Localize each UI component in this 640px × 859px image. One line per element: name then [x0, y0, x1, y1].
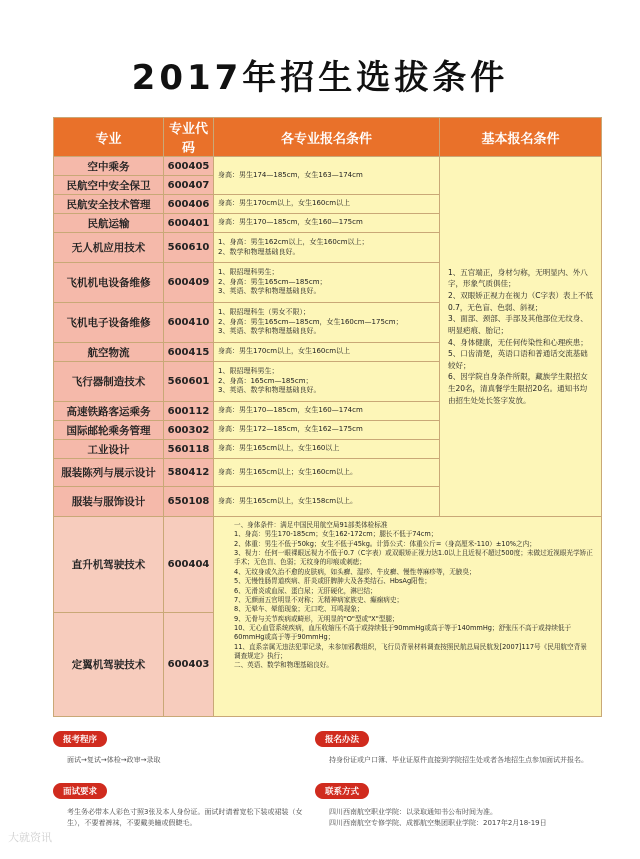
major-code: 600403: [164, 613, 214, 717]
major-name: 民航安全技术管理: [54, 195, 164, 214]
process-section: [53, 727, 313, 766]
requirement-line: 1、限招理科生（男女不限）；: [218, 308, 310, 317]
pilot-requirement-line: 11、直系亲属无违法犯罪记录，未参加邪教组织，飞行员背景材料调查按照民航总局民航发[2007]117号《民用航空背景调查规定》执行；: [234, 642, 587, 661]
interview-title: 面试要求: [53, 783, 107, 799]
major-name: 飞机电子设备维修: [54, 303, 164, 343]
pilot-requirement-line: 二、英语、数学和物理基础良好。: [234, 661, 333, 670]
major-code: 560610: [164, 233, 214, 263]
requirement-cell: [214, 362, 440, 402]
interview-text: 考生务必带本人彩色寸照3张及本人身份证。面试时请着宽松下装或裙装（女生），不要着裤袜，不要戴美瞳或假睫毛。: [67, 808, 303, 827]
major-code: 600410: [164, 303, 214, 343]
major-name: 工业设计: [54, 440, 164, 459]
basic-item: 6、因学院自身条件所限，藏族学生限招女生20名，清真餐学生限招20名。通知书均由招生处处长签字发放。: [448, 372, 588, 405]
major-name: 航空物流: [54, 343, 164, 362]
header-code: 专业代码: [164, 118, 214, 157]
pilot-requirement-line: 7、无颜面五官明显不对称；无精神病家族史、癫痫病史；: [234, 595, 404, 604]
pilot-requirement-line: 3、视力：任何一眼裸眼远视力不低于0.7（C字表）或双眼矫正视力达1.0以上且近视不超过500度；未做过近视眼光学矫正手术；无色盲、色弱；无纹身的印痕或刺痣；: [234, 549, 593, 567]
interview-section: [53, 779, 313, 829]
major-name: 服装陈列与展示设计: [54, 459, 164, 487]
basic-item: 1、五官端正，身材匀称，无明显内、外八字，形象气质俱佳；: [448, 267, 588, 289]
pilot-requirement-line: 5、无慢性肠胃道疾病、肝炎或肝脾肿大及各类结石、HbsAg阳性；: [234, 577, 431, 586]
major-code: 650108: [164, 487, 214, 517]
requirement-line: 1、限招理科男生；: [218, 367, 279, 376]
major-code: 600302: [164, 421, 214, 440]
contact-text: [315, 807, 601, 829]
pilot-requirement-line: 6、无滑炎或血尿、蛋白尿；无肝硬化，淋巴结；: [234, 586, 377, 595]
major-name: 飞行器制造技术: [54, 362, 164, 402]
contact-title: 联系方式: [315, 783, 369, 799]
process-text: 面试→复试→体检→政审→录取: [67, 756, 161, 764]
contact-line: 四川西南航空专修学院、成都航空集团职业学院：2017年2月18-19日: [329, 818, 547, 827]
basic-item: 2、双眼矫正视力在视力（C字表）表上不低0.7，无色盲、色弱、斜视；: [448, 291, 594, 312]
basic-requirements-cell: [440, 157, 602, 517]
major-code: 600404: [164, 517, 214, 613]
requirement-line: 1、身高：男生162cm以上，女生160cm以上；: [218, 238, 369, 247]
major-name: 民航空中安全保卫: [54, 176, 164, 195]
contact-section: [315, 779, 601, 829]
requirement-line: 2、身高：男生165cm—185cm；: [218, 277, 327, 286]
requirement-line: 3、英语、数学和物理基础良好。: [218, 386, 321, 395]
basic-item: 3、面部、颈部、手部及其他部位无纹身、明显疤痕、胎记；: [448, 314, 588, 335]
pilot-requirement-line: 9、无骨与关节疾病或畸形，无明显的"O"型或"X"型腿；: [234, 614, 399, 623]
pilot-requirement-line: 2、体重：男生不低于50kg；女生不低于45kg。计算公式：体重公斤=（身高厘米-110）±10%之内；: [234, 539, 536, 548]
basic-item: 5、口齿清楚，英语口语和普通话交流基础较好；: [448, 349, 588, 370]
signup-text: 持身份证或户口簿、毕业证原件直接到学院招生处或者各地招生点参加面试并报名。: [329, 756, 588, 764]
requirement-cell: 身高：男生170cm以上，女生160cm以上: [214, 343, 440, 362]
process-title: 报考程序: [53, 731, 107, 747]
major-name: 定翼机驾驶技术: [54, 613, 164, 717]
major-name: 国际邮轮乘务管理: [54, 421, 164, 440]
requirement-line: 2、身高：男生165cm—185cm，女生160cm—175cm；: [218, 317, 403, 326]
pilot-requirement-line: 一、身体条件：满足中国民用航空局91部类体检标准: [234, 521, 388, 529]
major-name: 高速铁路客运乘务: [54, 402, 164, 421]
requirement-cell: 身高：男生165cm以上；女生160cm以上。: [214, 459, 440, 487]
requirement-cell: 身高：男生170—185cm，女生160—175cm: [214, 214, 440, 233]
major-code: 600407: [164, 176, 214, 195]
requirement-line: 1、限招理科男生；: [218, 268, 279, 277]
requirement-cell: 身高：男生174—185cm，女生163—174cm: [214, 157, 440, 195]
requirement-line: 3、英语、数学和物理基础良好。: [218, 327, 321, 336]
major-code: 600409: [164, 263, 214, 303]
requirement-line: 3、英语、数学和物理基础良好。: [218, 287, 321, 296]
major-code: 600112: [164, 402, 214, 421]
header-requirements: 各专业报名条件: [214, 118, 440, 157]
requirement-cell: [214, 263, 440, 303]
requirement-cell: 身高：男生170—185cm，女生160—174cm: [214, 402, 440, 421]
requirement-cell: 身高：男生172—185cm，女生162—175cm: [214, 421, 440, 440]
major-code: 600406: [164, 195, 214, 214]
pilot-requirements-cell: [214, 517, 602, 717]
major-name: 无人机应用技术: [54, 233, 164, 263]
page-title: 2017年招生选拔条件: [131, 58, 509, 98]
table-header-row: [54, 118, 602, 157]
major-code: 600401: [164, 214, 214, 233]
pilot-requirement-line: 4、无纹身或久治不愈的皮肤病，如头癣、湿疹、牛皮癣、慢性荨麻疹等，无腋臭；: [234, 567, 476, 576]
requirement-cell: 身高：男生165cm以上，女生158cm以上。: [214, 487, 440, 517]
contact-line: 四川西南航空职业学院：以录取通知书公布时间为准。: [329, 808, 497, 816]
header-basic: 基本报名条件: [440, 118, 602, 157]
major-code: 580412: [164, 459, 214, 487]
requirement-line: 2、身高：165cm—185cm；: [218, 376, 313, 385]
requirement-cell: [214, 233, 440, 263]
major-code: 560118: [164, 440, 214, 459]
major-name: 服装与服饰设计: [54, 487, 164, 517]
requirement-cell: 身高：男生165cm以上，女生160以上: [214, 440, 440, 459]
basic-item: 4、身体健康，无任何传染性和心理疾患；: [448, 337, 588, 347]
major-name: 飞机机电设备维修: [54, 263, 164, 303]
signup-section: [315, 727, 601, 766]
major-code: 600405: [164, 157, 214, 176]
pilot-row: [54, 517, 602, 613]
requirement-line: 2、数学和物理基础良好。: [218, 247, 300, 256]
signup-title: 报名办法: [315, 731, 369, 747]
major-name: 民航运输: [54, 214, 164, 233]
pilot-requirement-line: 10、无心血管系统疾病，血压收缩压不高于或持续低于90mmHg或高于等于140mmHg；舒张压不高于或持续低于60mmHg或高于等于90mmHg；: [234, 623, 572, 642]
major-code: 560601: [164, 362, 214, 402]
major-code: 600415: [164, 343, 214, 362]
header-major: 专业: [54, 118, 164, 157]
pilot-requirement-line: 8、无晕车、晕船现象；无口吃、耳鸣现象；: [234, 605, 364, 614]
major-name: 直升机驾驶技术: [54, 517, 164, 613]
table-row: [54, 157, 602, 176]
watermark: 大就资讯: [8, 831, 52, 844]
admission-table: [53, 117, 602, 717]
pilot-requirement-line: 1、身高：男生170-185cm；女生162-172cm；腿长不低于74cm；: [234, 530, 438, 539]
requirement-cell: [214, 303, 440, 343]
major-name: 空中乘务: [54, 157, 164, 176]
requirement-cell: 身高：男生170cm以上，女生160cm以上: [214, 195, 440, 214]
